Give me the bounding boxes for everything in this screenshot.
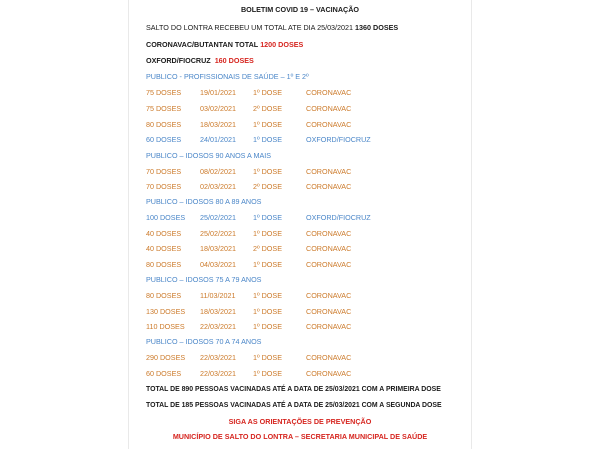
dose-cell: 2º DOSE xyxy=(253,104,282,113)
dose-cell: 1º DOSE xyxy=(253,353,282,362)
date-cell: 24/01/2021 xyxy=(200,135,236,144)
dose-cell: 1º DOSE xyxy=(253,120,282,129)
date-cell: 02/03/2021 xyxy=(200,182,236,191)
doses-cell: 290 DOSES xyxy=(146,353,186,362)
doses-cell: 80 DOSES xyxy=(146,291,182,300)
group-heading: PUBLICO – IDOSOS 70 A 74 ANOS xyxy=(146,337,262,346)
date-cell: 18/03/2021 xyxy=(200,307,236,316)
date-cell: 25/02/2021 xyxy=(200,229,236,238)
prevention-notice: SIGA AS ORIENTAÇÕES DE PREVENÇÃO xyxy=(228,417,372,426)
vaccine-cell: CORONAVAC xyxy=(306,229,352,238)
vaccine-cell: CORONAVAC xyxy=(306,244,352,253)
doses-cell: 40 DOSES xyxy=(146,244,182,253)
summary-coronavac-label: CORONAVAC/BUTANTAN TOTAL xyxy=(146,40,259,49)
summary-total xyxy=(146,23,398,32)
vaccine-cell: CORONAVAC xyxy=(306,88,352,97)
dose-cell: 1º DOSE xyxy=(253,213,282,222)
vaccine-cell: CORONAVAC xyxy=(306,104,352,113)
dose-cell: 1º DOSE xyxy=(253,291,282,300)
vaccine-cell: CORONAVAC xyxy=(306,307,352,316)
date-cell: 18/03/2021 xyxy=(200,120,236,129)
issuer-line: MUNICÍPIO DE SALTO DO LONTRA – SECRETARIA MUNICIPAL DE SAÚDE xyxy=(172,432,428,441)
group-heading: PUBLICO - PROFISSIONAIS DE SAÚDE – 1º E 2º xyxy=(146,72,309,81)
summary-coronavac-value: 1200 DOSES xyxy=(260,40,304,49)
dose-cell: 1º DOSE xyxy=(253,307,282,316)
dose-cell: 1º DOSE xyxy=(253,135,282,144)
dose-cell: 1º DOSE xyxy=(253,167,282,176)
date-cell: 18/03/2021 xyxy=(200,244,236,253)
dose-cell: 1º DOSE xyxy=(253,260,282,269)
summary-total-value: 1360 DOSES xyxy=(355,23,399,32)
doses-cell: 60 DOSES xyxy=(146,135,182,144)
vaccine-cell: CORONAVAC xyxy=(306,167,352,176)
dose-cell: 1º DOSE xyxy=(253,88,282,97)
doses-cell: 75 DOSES xyxy=(146,104,182,113)
dose-cell: 2º DOSE xyxy=(253,244,282,253)
summary-oxford-value: 160 DOSES xyxy=(214,56,254,65)
summary-oxford-label: OXFORD/FIOCRUZ xyxy=(146,56,211,65)
dose-cell: 1º DOSE xyxy=(253,369,282,378)
document-title: BOLETIM COVID 19 – VACINAÇÃO xyxy=(240,5,360,14)
doses-cell: 60 DOSES xyxy=(146,369,182,378)
date-cell: 19/01/2021 xyxy=(200,88,236,97)
date-cell: 11/03/2021 xyxy=(200,291,236,300)
doses-cell: 70 DOSES xyxy=(146,182,182,191)
vaccine-cell: OXFORD/FIOCRUZ xyxy=(306,213,371,222)
doses-cell: 70 DOSES xyxy=(146,167,182,176)
doses-cell: 110 DOSES xyxy=(146,322,185,331)
group-heading: PUBLICO – IDOSOS 80 A 89 ANOS xyxy=(146,197,262,206)
date-cell: 08/02/2021 xyxy=(200,167,236,176)
doses-cell: 40 DOSES xyxy=(146,229,182,238)
date-cell: 22/03/2021 xyxy=(200,353,236,362)
vaccine-cell: CORONAVAC xyxy=(306,369,352,378)
date-cell: 03/02/2021 xyxy=(200,104,236,113)
date-cell: 22/03/2021 xyxy=(200,322,236,331)
summary-oxford xyxy=(146,56,254,65)
dose-cell: 1º DOSE xyxy=(253,322,282,331)
vaccine-cell: CORONAVAC xyxy=(306,120,352,129)
vaccine-cell: OXFORD/FIOCRUZ xyxy=(306,135,371,144)
vaccine-cell: CORONAVAC xyxy=(306,353,352,362)
doses-cell: 130 DOSES xyxy=(146,307,186,316)
dose-cell: 1º DOSE xyxy=(253,229,282,238)
date-cell: 22/03/2021 xyxy=(200,369,236,378)
doses-cell: 75 DOSES xyxy=(146,88,182,97)
doses-cell: 100 DOSES xyxy=(146,213,186,222)
date-cell: 04/03/2021 xyxy=(200,260,236,269)
doses-cell: 80 DOSES xyxy=(146,120,182,129)
group-heading: PUBLICO – IDOSOS 90 ANOS A MAIS xyxy=(146,151,272,160)
dose-cell: 2º DOSE xyxy=(253,182,282,191)
vaccine-cell: CORONAVAC xyxy=(306,291,352,300)
vaccine-cell: CORONAVAC xyxy=(306,182,352,191)
total-second-dose: TOTAL DE 185 PESSOAS VACINADAS ATÉ A DATA DE 25/03/2021 COM A SEGUNDA DOSE xyxy=(146,402,442,409)
group-heading: PUBLICO – IDOSOS 75 A 79 ANOS xyxy=(146,275,262,284)
summary-total-label: SALTO DO LONTRA RECEBEU UM TOTAL ATE DIA 25/03/2021 xyxy=(146,23,354,32)
summary-coronavac xyxy=(146,40,303,49)
vaccine-cell: CORONAVAC xyxy=(306,260,352,269)
date-cell: 25/02/2021 xyxy=(200,213,236,222)
doses-cell: 80 DOSES xyxy=(146,260,182,269)
vaccine-cell: CORONAVAC xyxy=(306,322,352,331)
total-first-dose: TOTAL DE 890 PESSOAS VACINADAS ATÉ A DATA DE 25/03/2021 COM A PRIMEIRA DOSE xyxy=(146,386,441,393)
document-page xyxy=(128,0,472,449)
